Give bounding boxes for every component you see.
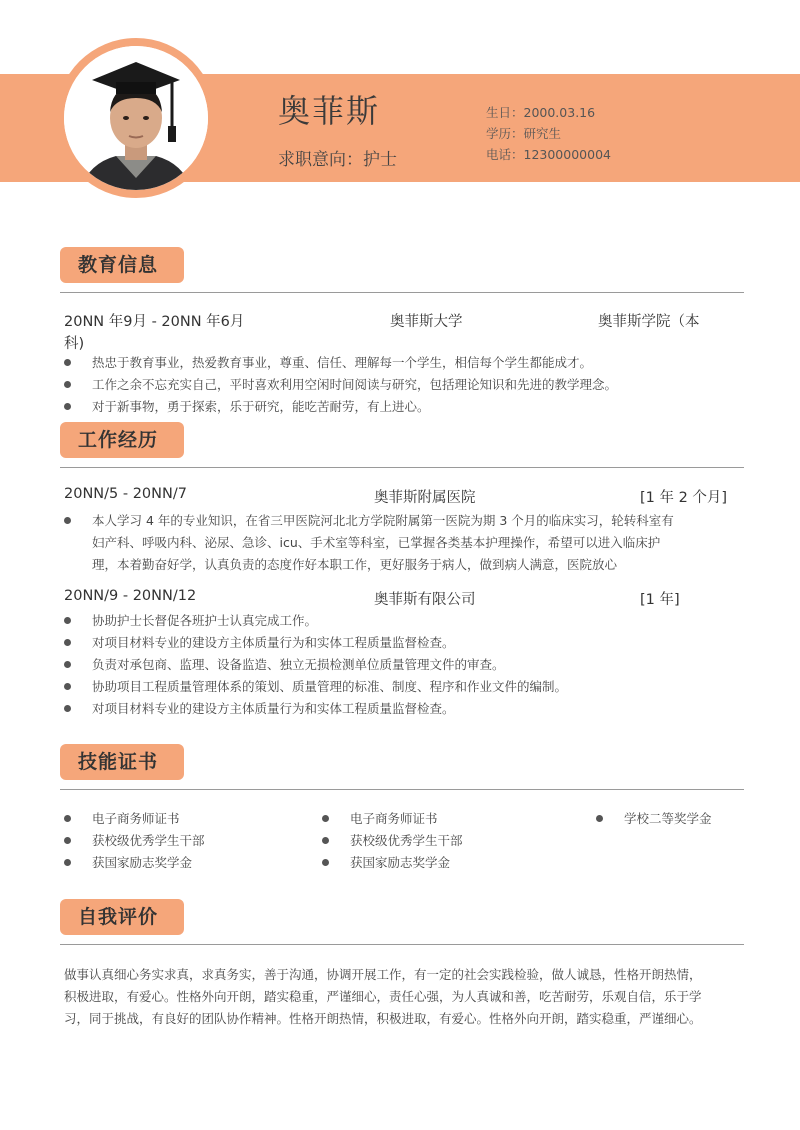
bullet-icon xyxy=(64,705,71,712)
list-item: 负责对承包商、监理、设备监造、独立无损检测单位质量管理文件的审查。 xyxy=(64,654,505,676)
work-company-1: 奥菲斯附属医院 xyxy=(374,490,476,506)
work-company-2: 奥菲斯有限公司 xyxy=(374,592,476,608)
work-duration-2: [1 年] xyxy=(640,592,680,608)
phone-number: 电话：12300000004 xyxy=(486,147,611,162)
bullet-icon xyxy=(64,639,71,646)
bullet-icon xyxy=(64,517,71,524)
section-title-education: 教育信息 xyxy=(60,247,184,283)
section-title-self-evaluation: 自我评价 xyxy=(60,899,184,935)
work-period-2: 20NN/9 - 20NN/12 xyxy=(64,588,197,604)
work-period-1: 20NN/5 - 20NN/7 xyxy=(64,486,187,502)
bullet-icon xyxy=(64,815,71,822)
list-item: 获校级优秀学生干部 xyxy=(64,830,205,852)
section-divider xyxy=(60,789,744,790)
list-item: 电子商务师证书 xyxy=(64,808,180,830)
list-item: 协助项目工程质量管理体系的策划、质量管理的标准、制度、程序和作业文件的编制。 xyxy=(64,676,567,698)
self-evaluation-text: 做事认真细心务实求真，求真务实，善于沟通，协调开展工作，有一定的社会实践检验，做人诚恳，性格开朗热情， 积极进取，有爱心。性格外向开朗，踏实稳重，严谨细心，责任心强，为人真诚和善，吃苦耐劳，乐观自信，乐于学 习，同于挑战，有良好的团队协作精神。性格开朗热情，积极进取，有爱心。性格外向开朗，踏实稳重，严谨细心。 xyxy=(64,967,702,1026)
bullet-icon xyxy=(64,617,71,624)
education-college: 奥菲斯学院（本 xyxy=(598,314,700,330)
list-item: 工作之余不忘充实自己，平时喜欢利用空闲时间阅读与研究，包括理论知识和先进的教学理念。 xyxy=(64,374,617,396)
bullet-icon xyxy=(64,381,71,388)
bullet-icon xyxy=(596,815,603,822)
bullet-icon xyxy=(322,815,329,822)
section-title-work: 工作经历 xyxy=(60,422,184,458)
list-item: 对项目材料专业的建设方主体质量行为和实体工程质量监督检查。 xyxy=(64,632,455,654)
list-item: 电子商务师证书 xyxy=(322,808,438,830)
list-item: 对项目材料专业的建设方主体质量行为和实体工程质量监督检查。 xyxy=(64,698,455,720)
section-divider xyxy=(60,292,744,293)
list-item: 对于新事物，勇于探索，乐于研究，能吃苦耐劳，有上进心。 xyxy=(64,396,430,418)
education-college-cont: 科) xyxy=(64,336,85,352)
avatar-graduate-illustration xyxy=(64,46,208,190)
list-item: 获国家励志奖学金 xyxy=(64,852,192,874)
work-duration-1: [1 年 2 个月] xyxy=(640,490,728,506)
birth-date: 生日：2000.03.16 xyxy=(486,105,596,120)
education-level: 学历：研究生 xyxy=(486,126,562,141)
education-school: 奥菲斯大学 xyxy=(390,314,463,330)
bullet-icon xyxy=(64,683,71,690)
bullet-icon xyxy=(64,661,71,668)
section-divider xyxy=(60,944,744,945)
list-item: 学校二等奖学金 xyxy=(596,808,712,830)
education-period: 20NN 年9月 - 20NN 年6月 xyxy=(64,314,245,330)
list-item: 协助护士长督促各班护士认真完成工作。 xyxy=(64,610,317,632)
avatar xyxy=(64,46,208,190)
candidate-name: 奥菲斯 xyxy=(278,92,381,130)
section-divider xyxy=(60,467,744,468)
bullet-icon xyxy=(64,837,71,844)
list-item: 获校级优秀学生干部 xyxy=(322,830,463,852)
bullet-icon xyxy=(64,403,71,410)
bullet-icon xyxy=(64,359,71,366)
list-item: 本人学习 4 年的专业知识，在省三甲医院河北北方学院附属第一医院为期 3 个月的临床实习，轮转科室有 妇产科、呼吸内科、泌尿、急诊、icu、手术室等科室，已掌握各类基本护理操作，希望可以进入临床护 理，本着勤奋好学，认真负责的态度作好本职工作，更好服务于病人，做到病人满意，医院放心 xyxy=(64,510,674,576)
list-item: 热忠于教育事业，热爱教育事业，尊重、信任、理解每一个学生，相信每个学生都能成才。 xyxy=(64,352,592,374)
section-title-skills: 技能证书 xyxy=(60,744,184,780)
bullet-icon xyxy=(322,837,329,844)
list-item: 获国家励志奖学金 xyxy=(322,852,450,874)
job-intent: 求职意向：护士 xyxy=(278,150,397,170)
bullet-icon xyxy=(64,859,71,866)
bullet-icon xyxy=(322,859,329,866)
